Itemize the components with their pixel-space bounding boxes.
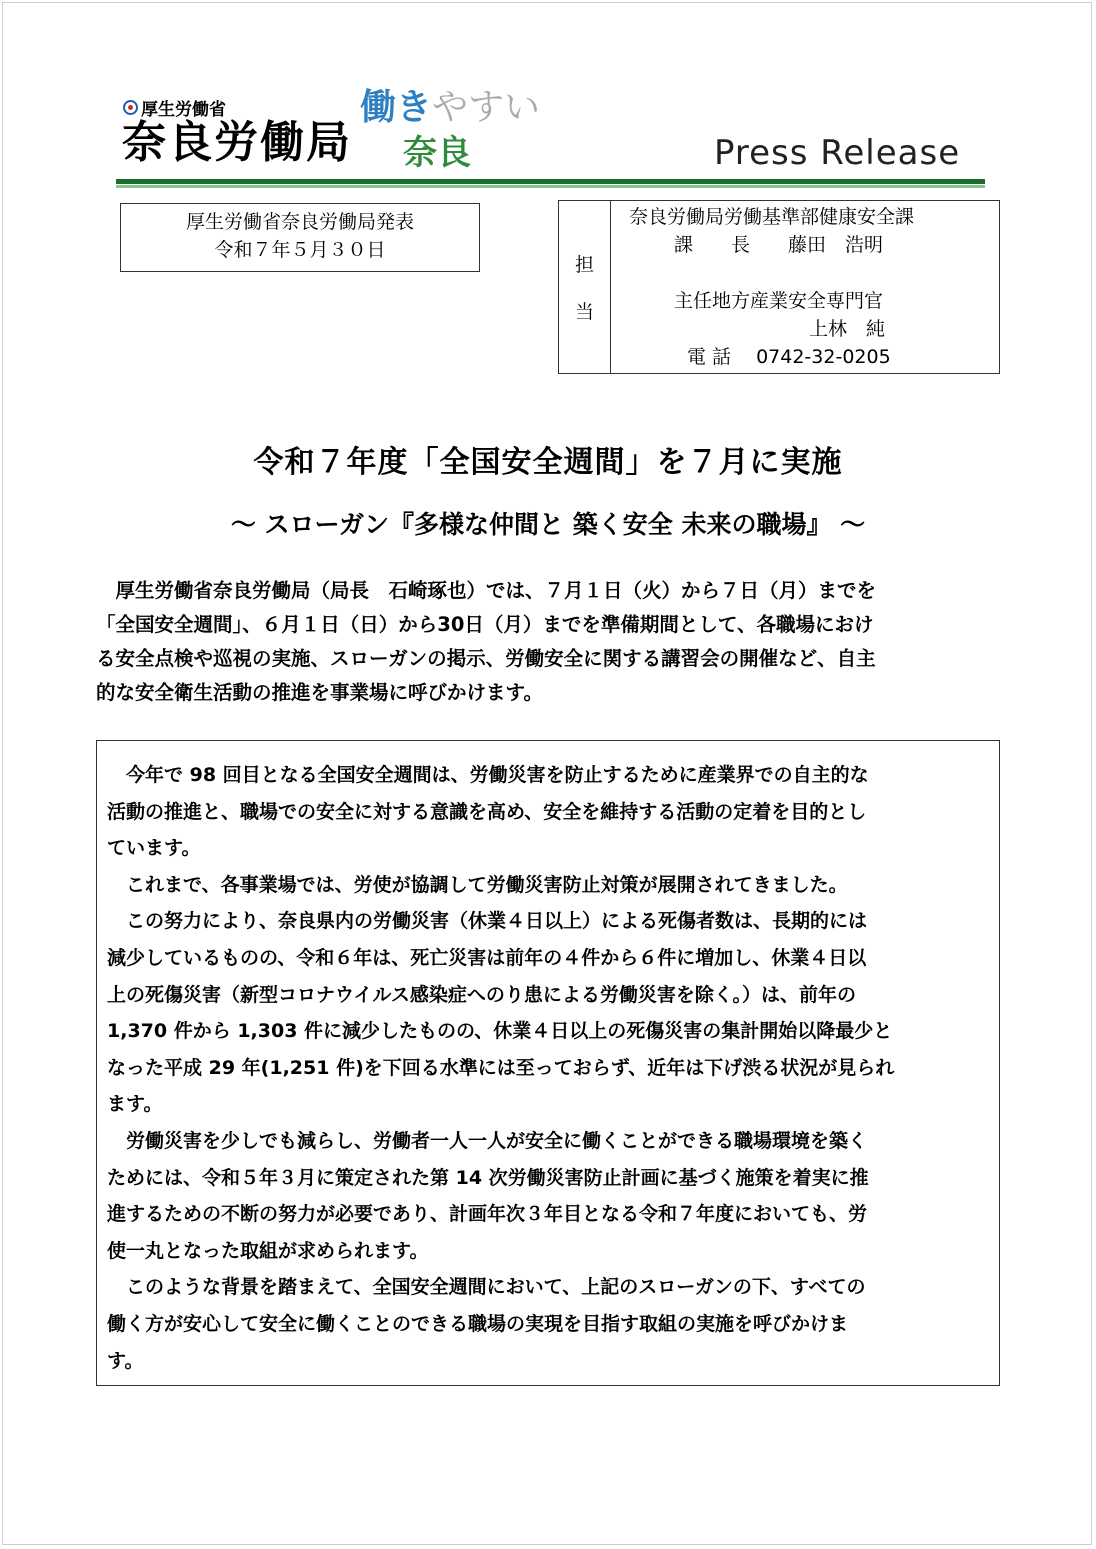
contact-label-char-1: 担 (574, 254, 594, 276)
ministry-emblem-icon (123, 100, 138, 115)
box-line: 働く方が安心して安全に働くことのできる職場の実現を目指す取組の実施を呼びかけま (107, 1312, 849, 1335)
announcement-box (120, 203, 480, 272)
intro-line: る安全点検や巡視の実施、スローガンの掲示、労働安全に関する講習会の開催など、自主 (96, 647, 876, 670)
intro-paragraph (96, 574, 1002, 710)
box-line: ます。 (107, 1093, 163, 1116)
contact-details (611, 201, 999, 373)
box-line: ています。 (107, 837, 201, 860)
slogan-logo-line1 (360, 86, 540, 130)
contact-department: 奈良労働局労働基準部健康安全課 (629, 206, 915, 228)
press-release-label: Press Release (714, 133, 961, 173)
bureau-name: 奈良労働局 (122, 117, 352, 168)
box-line: このような背景を踏まえて、全国安全週間において、上記のスローガンの下、すべての (107, 1276, 866, 1299)
contact-label (559, 201, 611, 373)
intro-line: 厚生労働省奈良労働局（局長 石崎琢也）では、７月１日（火）から７日（月）までを (96, 579, 877, 602)
page-title: 令和７年度「全国安全週間」を７月に実施 (253, 445, 843, 480)
contact-officer-title: 主任地方産業安全専門官 (674, 290, 884, 312)
contact-phone: 電 話 0742-32-0205 (687, 346, 891, 368)
box-line: 今年で 98 回目となる全国安全週間は、労働災害を防止するために産業界での自主的な (107, 764, 869, 786)
contact-box (558, 200, 1000, 374)
box-line: 使一丸となった取組が求められます。 (107, 1239, 429, 1262)
announcement-date: 令和７年５月３０日 (214, 239, 386, 261)
box-line: 進するための不断の努力が必要であり、計画年次３年目となる令和７年度においても、労 (107, 1203, 868, 1226)
box-line: 1,370 件から 1,303 件に減少したものの、休業４日以上の死傷災害の集計開始以降最少と (107, 1020, 893, 1043)
slogan-subtitle: ～ スローガン『多様な仲間と 築く安全 未来の職場』 ～ (230, 510, 866, 539)
intro-line: 的な安全衛生活動の推進を事業場に呼びかけます。 (96, 681, 543, 704)
box-line: この努力により、奈良県内の労働災害（休業４日以上）による死傷者数は、長期的には (107, 910, 868, 933)
box-line: なった平成 29 年(1,251 件)を下回る水準には至っておらず、近年は下げ渋る状況が見られ (107, 1056, 895, 1079)
box-line: 減少しているものの、令和６年は、死亡災害は前年の４件から６件に増加し、休業４日以 (107, 946, 867, 969)
ministry-name: 厚生労働省 (141, 100, 226, 120)
slogan-colored-text: 働き (360, 87, 433, 128)
box-line: 上の死傷災害（新型コロナウイルス感染症へのり患による労働災害を除く。）は、前年の (107, 983, 856, 1006)
background-text (107, 757, 991, 1379)
box-line: 労働災害を少しでも減らし、労働者一人一人が安全に働くことができる職場環境を築く (107, 1129, 868, 1152)
announcement-issuer: 厚生労働省奈良労働局発表 (185, 211, 414, 233)
box-line: ためには、令和５年３月に策定された第 14 次労働災害防止計画に基づく施策を着実に推 (107, 1166, 869, 1189)
intro-line: 「全国安全週間」、６月１日（日）から30日（月）までを準備期間として、各職場におけ (96, 613, 874, 636)
slogan-logo-line2: 奈良 (403, 133, 471, 173)
contact-officer-name: 上林 純 (809, 318, 886, 340)
header-rule-light (116, 185, 985, 188)
contact-chief: 課 長 藤田 浩明 (674, 234, 884, 256)
background-box (96, 740, 1000, 1386)
slogan-gray-text: やすい (432, 87, 541, 128)
box-line: 活動の推進と、職場での安全に対する意識を高め、安全を維持する活動の定着を目的とし (107, 800, 867, 823)
box-line: す。 (107, 1349, 144, 1372)
contact-label-char-2: 当 (574, 301, 594, 323)
box-line: これまで、各事業場では、労使が協調して労働災害防止対策が展開されてきました。 (107, 873, 848, 896)
header-rule-dark (116, 179, 985, 184)
